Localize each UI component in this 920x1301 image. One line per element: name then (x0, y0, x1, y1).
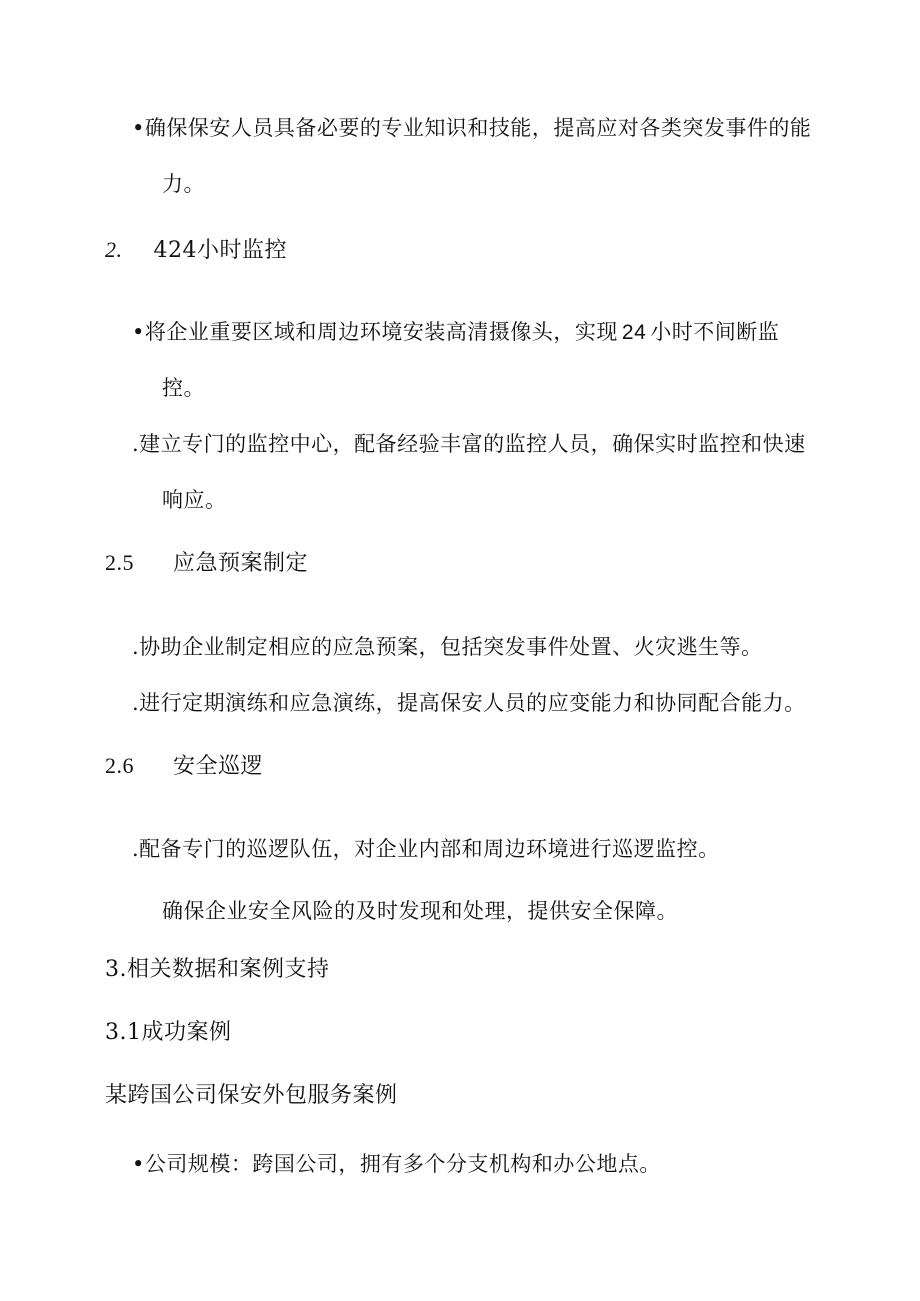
paragraph-line: •确保保安人员具备必要的专业知识和技能，提高应对各类突发事件的能 (132, 116, 812, 140)
section-number: 2.6 (105, 753, 134, 778)
section-number: 2. (105, 237, 123, 262)
text-run: •将企业重要区域和周边环境安装高清摄像头，实现 (132, 320, 618, 344)
paragraph-line: .协助企业制定相应的应急预案，包括突发事件处置、火灾逃生等。 (132, 635, 763, 659)
paragraph-line: 确保企业安全风险的及时发现和处理，提供安全保障。 (162, 899, 678, 923)
paragraph-line: .建立专门的监控中心，配备经验丰富的监控人员，确保实时监控和快速 (132, 432, 806, 456)
paragraph-line (132, 318, 779, 347)
section-heading-2-4 (105, 236, 287, 265)
section-heading-3-1: 3.1成功案例 (105, 1020, 232, 1045)
section-heading-3: 3.相关数据和案例支持 (105, 957, 330, 982)
text-run: 小时不间断监 (650, 320, 780, 344)
section-title: 应急预案制定 (173, 551, 309, 576)
section-number: 2.5 (105, 550, 134, 575)
section-title: 424小时监控 (153, 238, 287, 263)
number-run: 24 (621, 321, 647, 344)
paragraph-line: 控。 (162, 376, 205, 400)
paragraph-line: •公司规模：跨国公司，拥有多个分支机构和办公地点。 (132, 1152, 661, 1176)
paragraph-line: 响应。 (162, 488, 227, 512)
section-heading-2-6 (105, 752, 263, 781)
paragraph-line: .配备专门的巡逻队伍，对企业内部和周边环境进行巡逻监控。 (132, 837, 720, 861)
section-title: 安全巡逻 (173, 754, 264, 779)
paragraph-line: 力。 (162, 172, 205, 196)
paragraph-line: .进行定期演练和应急演练，提高保安人员的应变能力和协同配合能力。 (132, 691, 806, 715)
case-title: 某跨国公司保安外包服务案例 (105, 1083, 398, 1108)
section-heading-2-5 (105, 549, 308, 578)
